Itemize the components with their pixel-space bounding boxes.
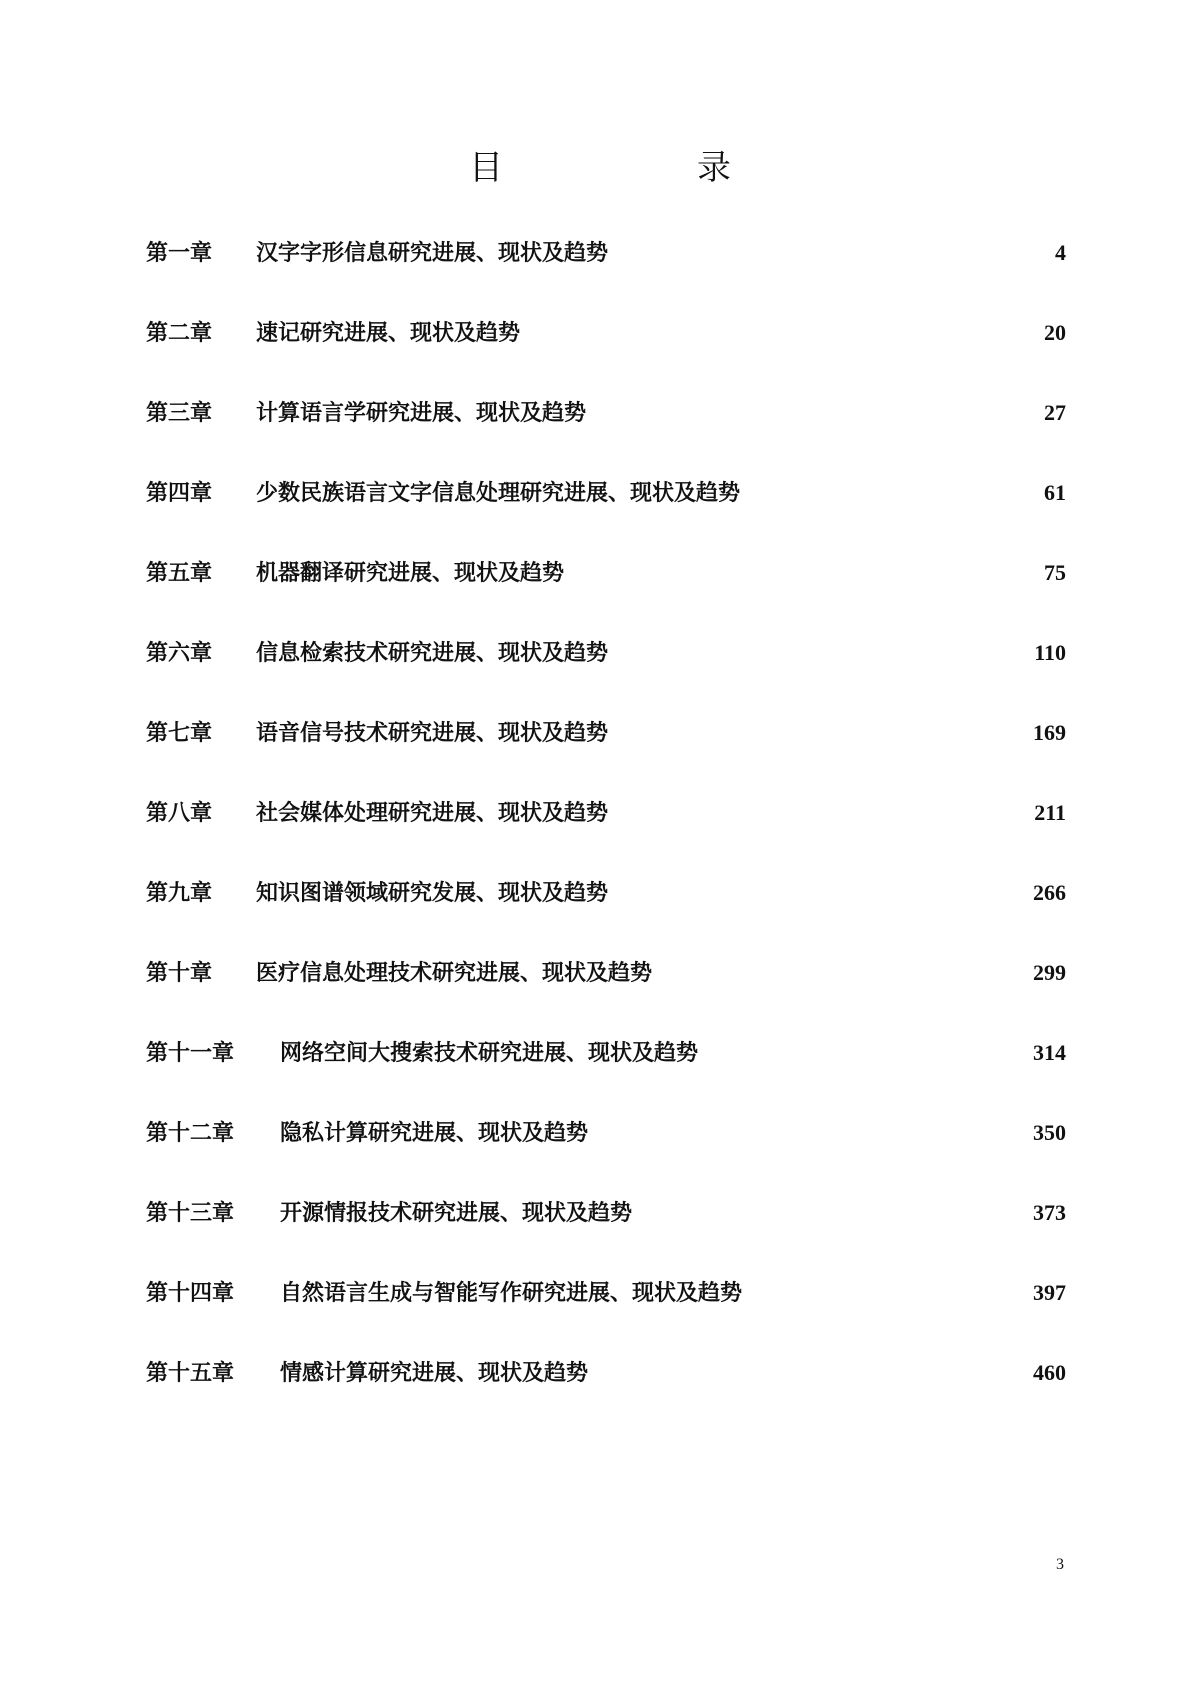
- toc-entry-3[interactable]: [146, 398, 1066, 478]
- toc-entry-5[interactable]: [146, 558, 1066, 638]
- toc-page-number: 211: [1034, 800, 1066, 825]
- toc-chapter-title: 语音信号技术研究进展、现状及趋势: [256, 720, 609, 746]
- toc-page-number: 169: [1033, 720, 1066, 745]
- toc-chapter-title: 网络空间大搜索技术研究进展、现状及趋势: [280, 1040, 699, 1066]
- toc-page-number: 61: [1044, 480, 1066, 505]
- toc-chapter-label: 第九章: [146, 880, 213, 906]
- toc-page-number: 75: [1044, 560, 1066, 585]
- toc-entry-14[interactable]: [146, 1278, 1066, 1358]
- toc-chapter-title: 隐私计算研究进展、现状及趋势: [280, 1120, 589, 1146]
- toc-page-number: 4: [1055, 240, 1066, 265]
- toc-entry-4[interactable]: [146, 478, 1066, 558]
- toc-page-number: 27: [1044, 400, 1066, 425]
- toc-chapter-title: 情感计算研究进展、现状及趋势: [280, 1360, 589, 1386]
- toc-page-number: 266: [1033, 880, 1066, 905]
- toc-entry-1[interactable]: [146, 238, 1066, 318]
- page-number: 3: [1056, 1556, 1064, 1573]
- toc-chapter-title: 机器翻译研究进展、现状及趋势: [256, 560, 565, 586]
- toc-chapter-title: 社会媒体处理研究进展、现状及趋势: [256, 800, 609, 826]
- toc-chapter-label: 第七章: [146, 720, 213, 746]
- toc-entry-10[interactable]: [146, 958, 1066, 1038]
- toc-chapter-label: 第八章: [146, 800, 213, 826]
- toc-chapter-title: 自然语言生成与智能写作研究进展、现状及趋势: [280, 1280, 743, 1306]
- toc-entry-15[interactable]: [146, 1358, 1066, 1438]
- toc-page-number: 350: [1033, 1120, 1066, 1145]
- toc-chapter-label: 第三章: [146, 400, 213, 426]
- toc-chapter-label: 第十三章: [146, 1200, 235, 1226]
- toc-chapter-title: 汉字字形信息研究进展、现状及趋势: [256, 240, 609, 266]
- toc-chapter-label: 第十一章: [146, 1040, 235, 1066]
- toc-entry-13[interactable]: [146, 1198, 1066, 1278]
- toc-chapter-label: 第二章: [146, 320, 213, 346]
- toc-page-number: 20: [1044, 320, 1066, 345]
- toc-chapter-title: 医疗信息处理技术研究进展、现状及趋势: [256, 960, 653, 986]
- toc-chapter-label: 第六章: [146, 640, 213, 666]
- toc-page-number: 397: [1033, 1280, 1066, 1305]
- toc-chapter-title: 速记研究进展、现状及趋势: [256, 320, 521, 346]
- table-of-contents: [146, 238, 1066, 1438]
- toc-entry-2[interactable]: [146, 318, 1066, 398]
- toc-chapter-title: 少数民族语言文字信息处理研究进展、现状及趋势: [256, 480, 741, 506]
- toc-chapter-title: 信息检索技术研究进展、现状及趋势: [256, 640, 609, 666]
- toc-chapter-title: 计算语言学研究进展、现状及趋势: [256, 400, 587, 426]
- toc-page-number: 373: [1033, 1200, 1066, 1225]
- toc-page-number: 110: [1034, 640, 1066, 665]
- toc-entry-11[interactable]: [146, 1038, 1066, 1118]
- toc-chapter-label: 第十章: [146, 960, 213, 986]
- toc-page-number: 299: [1033, 960, 1066, 985]
- toc-entry-6[interactable]: [146, 638, 1066, 718]
- toc-entry-7[interactable]: [146, 718, 1066, 798]
- toc-entry-9[interactable]: [146, 878, 1066, 958]
- toc-chapter-label: 第四章: [146, 480, 213, 506]
- toc-chapter-label: 第十五章: [146, 1360, 235, 1386]
- toc-entry-12[interactable]: [146, 1118, 1066, 1198]
- page-title: 目 录: [469, 148, 811, 188]
- toc-entry-8[interactable]: [146, 798, 1066, 878]
- toc-page-number: 314: [1033, 1040, 1066, 1065]
- toc-chapter-title: 开源情报技术研究进展、现状及趋势: [280, 1200, 633, 1226]
- toc-chapter-label: 第十二章: [146, 1120, 235, 1146]
- toc-chapter-title: 知识图谱领域研究发展、现状及趋势: [256, 880, 609, 906]
- toc-chapter-label: 第一章: [146, 240, 213, 266]
- toc-chapter-label: 第十四章: [146, 1280, 235, 1306]
- toc-chapter-label: 第五章: [146, 560, 213, 586]
- toc-page-number: 460: [1033, 1360, 1066, 1385]
